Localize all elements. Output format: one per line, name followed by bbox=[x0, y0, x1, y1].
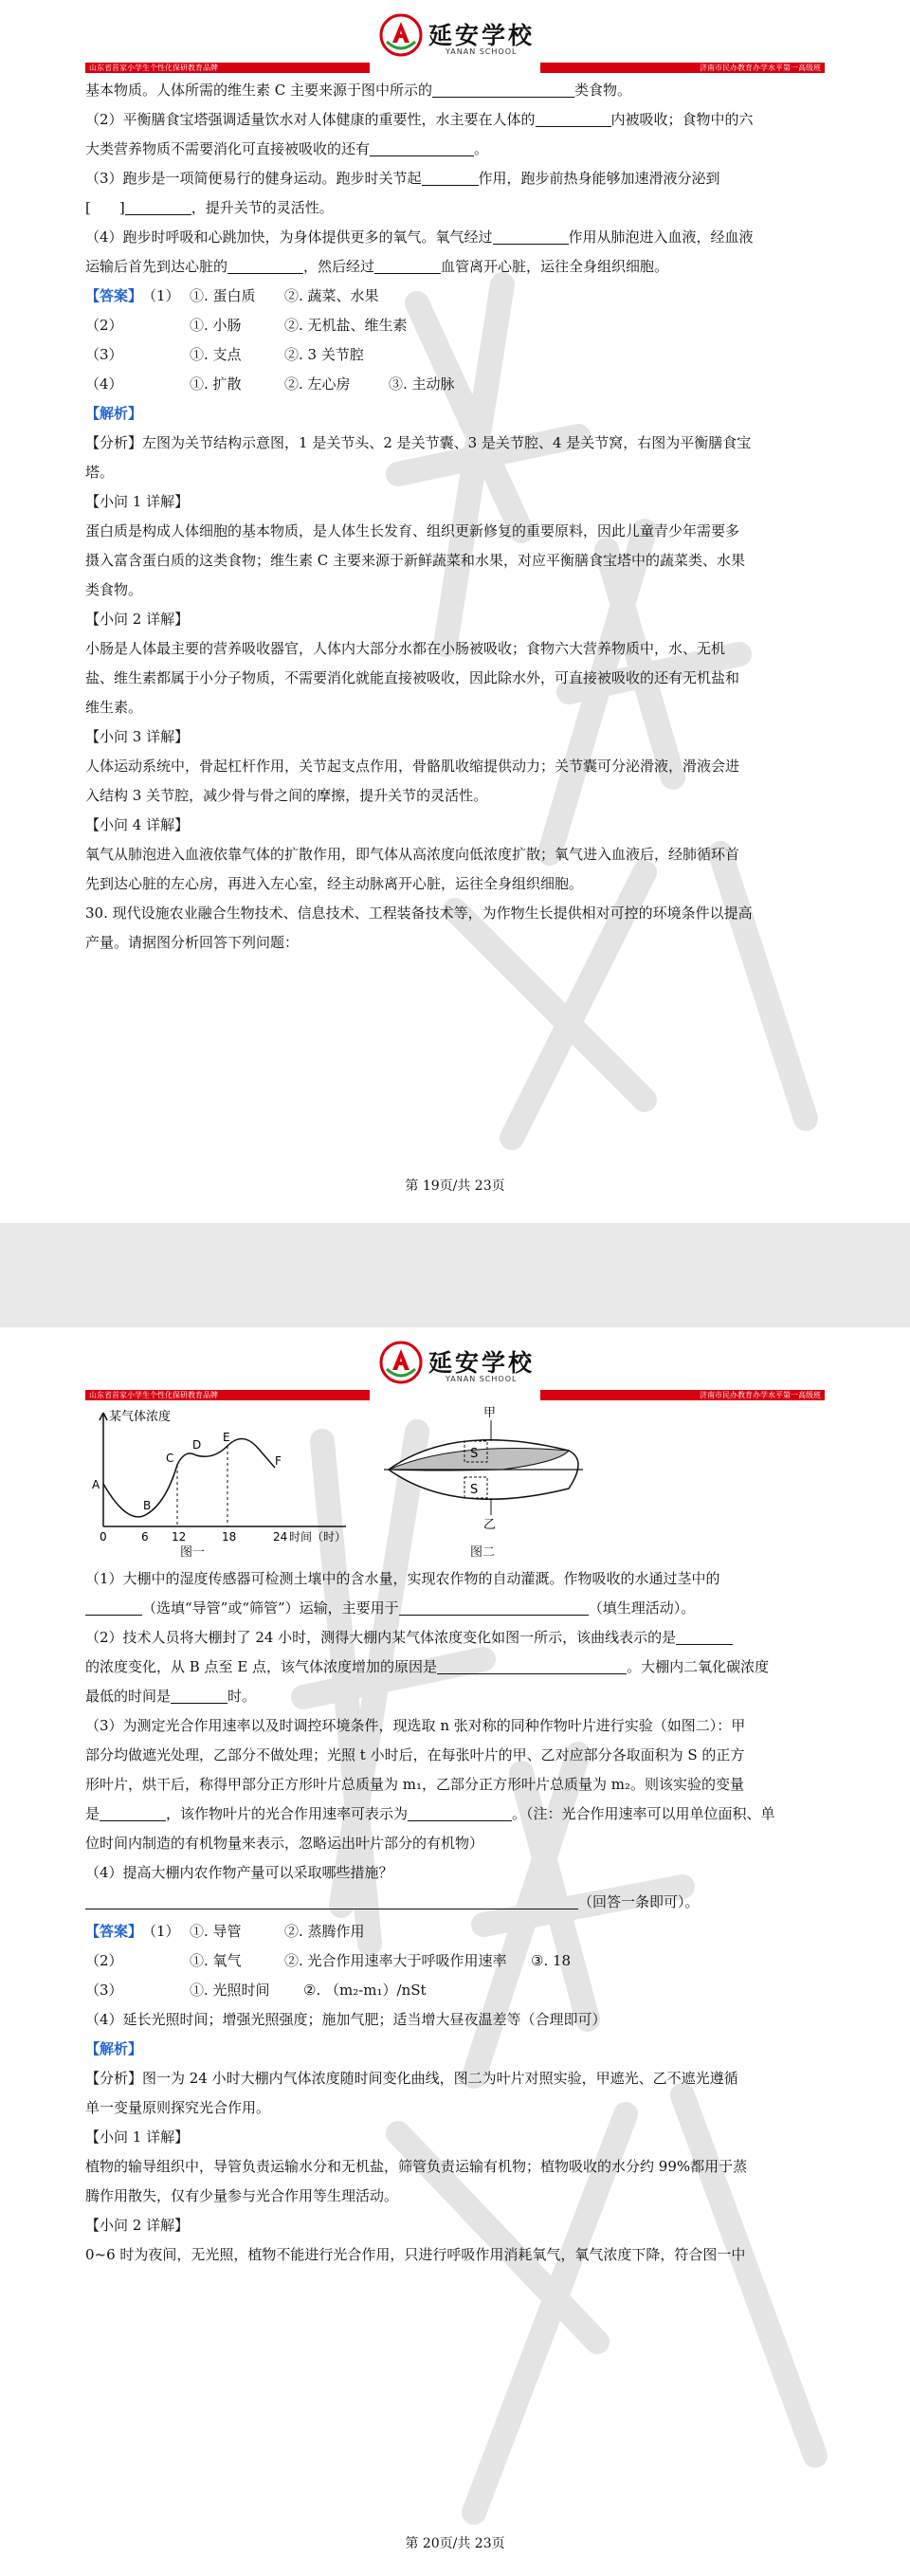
q-text: （1）大棚中的湿度传感器可检测土壤中的含水量，实现农作物的自动灌溉。作物吸收的水通过茎中的 bbox=[85, 1570, 720, 1587]
q-text: （选填“导管”或“筛管”）运输，主要用于 bbox=[142, 1599, 399, 1617]
q-text: 大类营养物质不需要消化可直接被吸收的还有 bbox=[85, 140, 371, 157]
answer-blank[interactable] bbox=[370, 142, 474, 156]
s-label-bottom: S bbox=[470, 1483, 479, 1497]
s-label-top: S bbox=[470, 1447, 479, 1461]
school-logo bbox=[379, 1337, 540, 1401]
answer-item: ①. 小肠 bbox=[190, 317, 242, 334]
answer-row bbox=[85, 282, 825, 311]
analysis-subheading: 【小问 2 详解】 bbox=[85, 2217, 190, 2234]
answer-item: ③. 主动脉 bbox=[389, 375, 455, 393]
analysis-line: 人体运动系统中，骨起杠杆作用，关节起支点作用，骨骼肌收缩提供动力；关节囊可分泌滑液，滑液会进 bbox=[85, 758, 740, 775]
q-text: （4）跑步时呼吸和心跳加快，为身体提供更多的氧气。氧气经过 bbox=[85, 228, 493, 246]
q-text: ，提升关节的灵活性。 bbox=[191, 199, 334, 216]
answer-blank[interactable] bbox=[536, 113, 611, 127]
answer-4: （4）延长光照时间；增强光照强度；施加气肥；适当增大昼夜温差等（合理即可） bbox=[85, 2011, 607, 2028]
answer-row bbox=[85, 1917, 825, 1946]
analysis-subheading: 【小问 1 详解】 bbox=[85, 2128, 190, 2146]
point-d-label: D bbox=[192, 1438, 202, 1452]
analysis-line: 【分析】左图为关节结构示意图，1 是关节头、2 是关节囊、3 是关节腔、4 是关节窝，右图为平衡膳食宝 bbox=[85, 434, 752, 451]
answer-number: （2） bbox=[85, 317, 123, 334]
q-text: （填生理活动）。 bbox=[588, 1599, 696, 1617]
analysis-subheading: 【小问 3 详解】 bbox=[85, 728, 190, 745]
answer-row bbox=[85, 1946, 825, 1976]
q-text: （3）跑步是一项简便易行的健身运动。跑步时关节起 bbox=[85, 170, 422, 187]
q-text: 类食物。 bbox=[574, 82, 632, 99]
answer-blank[interactable] bbox=[408, 1807, 512, 1821]
q-text: （2）技术人员将大棚封了 24 小时，测得大棚内某气体浓度变化如图一所示，该曲线表示的是 bbox=[85, 1629, 677, 1646]
answer-row bbox=[85, 1976, 825, 2005]
answer-label: 【答案】 bbox=[85, 287, 143, 304]
answer-item: ②. （m₂-m₁）/nSt bbox=[303, 1982, 427, 1999]
figure-1-caption: 图一 bbox=[180, 1545, 206, 1560]
q-text: 的浓度变化，从 B 点至 E 点，该气体浓度增加的原因是 bbox=[85, 1658, 438, 1675]
header-left-banner: 山东省首家小学生个性化保研教育品牌 bbox=[85, 1390, 370, 1400]
answer-row bbox=[85, 370, 825, 399]
analysis-line: 维生素。 bbox=[85, 699, 143, 716]
document-page-19 bbox=[0, 0, 910, 1223]
answer-number: （1） bbox=[142, 287, 180, 304]
header-left-banner: 山东省首家小学生个性化保研教育品牌 bbox=[85, 63, 370, 73]
answer-item: ①. 支点 bbox=[190, 346, 242, 363]
analysis-line: 先到达心脏的左心房，再进入左心室，经主动脉离开心脏，运往全身组织细胞。 bbox=[85, 875, 584, 892]
answer-blank[interactable] bbox=[228, 260, 303, 274]
figure-2-leaf-diagram bbox=[379, 1403, 597, 1545]
analysis-line: 塔。 bbox=[85, 464, 115, 481]
page-footer: 第 19页/共 23页 bbox=[405, 1178, 505, 1194]
answer-item: ③. 18 bbox=[531, 1952, 572, 1969]
q-text: （2）平衡膳食宝塔强调适量饮水对人体健康的重要性，水主要在人体的 bbox=[85, 111, 536, 128]
q-text: 内被吸收；食物中的六 bbox=[610, 111, 754, 128]
q-text: 。（注：光合作用速率可以用单位面积、单 bbox=[512, 1805, 775, 1822]
question-30 bbox=[85, 1564, 825, 2270]
q-text: 形叶片，烘干后，称得甲部分正方形叶片总质量为 m₁，乙部分正方形叶片总质量为 m₂。则该实验的变量 bbox=[85, 1776, 745, 1793]
q-text: 。 bbox=[474, 140, 489, 157]
analysis-line: 类食物。 bbox=[85, 581, 143, 598]
answer-blank[interactable] bbox=[437, 1660, 627, 1674]
analysis-line: 盐、维生素都属于小分子物质，不需要消化就能直接被吸收，因此除水外，可直接被吸收的还有无机盐和 bbox=[85, 669, 740, 686]
analysis-line: 植物的输导组织中，导管负责运输水分和无机盐，筛管负责运输有机物；植物吸收的水分约 99%都用于蒸 bbox=[85, 2158, 748, 2175]
page-footer: 第 20页/共 23页 bbox=[405, 2536, 505, 2551]
logo-chinese-name: 延安学校 bbox=[428, 22, 536, 49]
point-f-label: F bbox=[275, 1454, 282, 1468]
answer-row bbox=[85, 340, 825, 370]
answer-item: ②. 3 关节腔 bbox=[284, 346, 364, 363]
answer-blank[interactable] bbox=[676, 1631, 733, 1645]
q-text: 部分均做遮光处理，乙部分不做处理；光照 t 小时后，在每张叶片的甲、乙对应部分各取面积为 S 的正方 bbox=[85, 1746, 745, 1763]
answer-item: ①. 氧气 bbox=[190, 1952, 242, 1969]
answer-item: ②. 蒸腾作用 bbox=[284, 1923, 365, 1940]
analysis-line: 0~6 时为夜间，无光照，植物不能进行光合作用，只进行呼吸作用消耗氧气，氧气浓度下降，符合图一中 bbox=[85, 2246, 746, 2263]
q-text: 基本物质。人体所需的维生素 C 主要来源于图中所示的 bbox=[85, 82, 433, 99]
analysis-line: 入结构 3 关节腔，减少骨与骨之间的摩擦，提升关节的灵活性。 bbox=[85, 787, 488, 804]
answer-item: ①. 导管 bbox=[190, 1923, 242, 1940]
answer-blank[interactable] bbox=[399, 1601, 589, 1616]
school-emblem-icon bbox=[379, 13, 423, 57]
q-text: 作用，跑步前热身能够加速滑液分泌到 bbox=[478, 170, 720, 187]
school-emblem-icon bbox=[379, 1341, 423, 1384]
header-right-banner: 济南市民办教育办学水平第一高级班 bbox=[540, 63, 825, 73]
answer-blank[interactable] bbox=[171, 1690, 228, 1704]
answer-item: ②. 蔬菜、水果 bbox=[284, 287, 379, 304]
analysis-line: 小肠是人体最主要的营养吸收器官，人体内大部分水都在小肠被吸收；食物六大营养物质中，水、无机 bbox=[85, 640, 726, 657]
page-header bbox=[85, 1337, 825, 1403]
q-text: 作用从肺泡进入血液，经血液 bbox=[568, 228, 754, 246]
logo-chinese-name: 延安学校 bbox=[428, 1349, 536, 1377]
point-a-label: A bbox=[92, 1478, 100, 1491]
point-e-label: E bbox=[223, 1431, 230, 1444]
point-c-label: C bbox=[166, 1452, 174, 1465]
x-tick: 18 bbox=[222, 1530, 237, 1544]
logo-english-name: YANAN SCHOOL bbox=[446, 1375, 518, 1383]
answer-blank[interactable] bbox=[85, 1895, 578, 1909]
answer-item: ②. 光合作用速率大于呼吸作用速率 bbox=[284, 1952, 507, 1969]
answer-number: （4） bbox=[85, 375, 123, 393]
q-text: 是 bbox=[85, 1805, 100, 1822]
analysis-line: 氧气从肺泡进入血液依靠气体的扩散作用，即气体从高浓度向低浓度扩散；氧气进入血液后，经肺循环首 bbox=[85, 846, 740, 863]
q-text: ，然后经过 bbox=[303, 258, 375, 275]
answer-number: （1） bbox=[142, 1923, 180, 1940]
page-header bbox=[85, 9, 825, 76]
figure-1-gas-concentration-chart bbox=[90, 1403, 355, 1545]
question-29-continued bbox=[85, 76, 825, 958]
answer-item: ①. 扩散 bbox=[190, 375, 242, 393]
answer-item: ②. 无机盐、维生素 bbox=[284, 317, 408, 334]
answer-blank[interactable] bbox=[493, 230, 569, 245]
answer-blank[interactable] bbox=[125, 201, 191, 215]
school-logo bbox=[379, 9, 540, 74]
x-tick: 12 bbox=[172, 1530, 187, 1544]
logo-english-name: YANAN SCHOOL bbox=[446, 47, 518, 56]
q-text: 时。 bbox=[228, 1688, 257, 1705]
analysis-label: 【解析】 bbox=[85, 405, 143, 422]
analysis-line: 单一变量原则探究光合作用。 bbox=[85, 2099, 271, 2116]
figure-2-caption: 图二 bbox=[470, 1545, 496, 1560]
header-right-banner: 济南市民办教育办学水平第一高级班 bbox=[540, 1390, 825, 1400]
analysis-line: 腾作用散失，仅有少量参与光合作用等生理活动。 bbox=[85, 2187, 399, 2204]
answer-item: ①. 光照时间 bbox=[190, 1982, 270, 1999]
answer-blank[interactable] bbox=[422, 172, 479, 186]
jia-label: 甲 bbox=[483, 1406, 497, 1420]
answer-number: （2） bbox=[85, 1952, 123, 1969]
q-text: 运输后首先到达心脏的 bbox=[85, 258, 228, 275]
answer-item: ②. 左心房 bbox=[284, 375, 351, 393]
answer-blank[interactable] bbox=[374, 260, 441, 274]
answer-label: 【答案】 bbox=[85, 1923, 143, 1940]
answer-blank[interactable] bbox=[432, 83, 574, 98]
question-30-stem: 产量。请据图分析回答下列问题： bbox=[85, 934, 300, 951]
analysis-line: 摄入富含蛋白质的这类食物；维生素 C 主要来源于新鲜蔬菜和水果，对应平衡膳食宝塔中的蔬菜类、水果 bbox=[85, 552, 746, 569]
analysis-subheading: 【小问 1 详解】 bbox=[85, 493, 190, 510]
chart-xlabel: 时间（时） bbox=[289, 1530, 347, 1544]
q-text: [ ] bbox=[85, 199, 125, 216]
q-text: 血管离开心脏，运往全身组织细胞。 bbox=[441, 258, 669, 275]
x-tick: 6 bbox=[141, 1530, 149, 1544]
answer-item: ①. 蛋白质 bbox=[190, 287, 256, 304]
q-text: （3）为测定光合作用速率以及时调控环境条件，现选取 n 张对称的同种作物叶片进行实验（如图二）：甲 bbox=[85, 1717, 746, 1734]
yi-label: 乙 bbox=[483, 1518, 497, 1532]
analysis-line: 【分析】图一为 24 小时大棚内气体浓度随时间变化曲线，图二为叶片对照实验，甲遮光、乙不遮光遵循 bbox=[85, 2070, 738, 2087]
answer-number: （3） bbox=[85, 1982, 123, 1999]
answer-number: （3） bbox=[85, 346, 123, 363]
x-tick: 24 bbox=[273, 1530, 288, 1544]
q-text: （回答一条即可）。 bbox=[578, 1893, 700, 1910]
chart-ylabel: 某气体浓度 bbox=[109, 1410, 172, 1424]
answer-row bbox=[85, 311, 825, 340]
q-text: （4）提高大棚内农作物产量可以采取哪些措施？ bbox=[85, 1864, 393, 1881]
x-tick: 0 bbox=[100, 1530, 107, 1544]
analysis-line: 蛋白质是构成人体细胞的基本物质，是人体生长发育、组织更新修复的重要原料，因此儿童青少年需要多 bbox=[85, 522, 740, 539]
q-text: 最低的时间是 bbox=[85, 1688, 172, 1705]
document-page-20 bbox=[0, 1327, 910, 2576]
question-30-stem: 30. 现代设施农业融合生物技术、信息技术、工程装备技术等，为作物生长提供相对可控的环境条件以提高 bbox=[85, 904, 753, 922]
answer-blank[interactable] bbox=[85, 1601, 142, 1616]
answer-blank[interactable] bbox=[100, 1807, 166, 1821]
q-text: 。大棚内二氧化碳浓度 bbox=[627, 1658, 770, 1675]
q-text: 位时间内制造的有机物量来表示，忽略运出叶片部分的有机物） bbox=[85, 1835, 484, 1852]
q-text: ，该作物叶片的光合作用速率可表示为 bbox=[166, 1805, 409, 1822]
analysis-subheading: 【小问 4 详解】 bbox=[85, 816, 190, 833]
analysis-label: 【解析】 bbox=[85, 2040, 143, 2057]
point-b-label: B bbox=[143, 1499, 152, 1512]
analysis-subheading: 【小问 2 详解】 bbox=[85, 611, 190, 628]
